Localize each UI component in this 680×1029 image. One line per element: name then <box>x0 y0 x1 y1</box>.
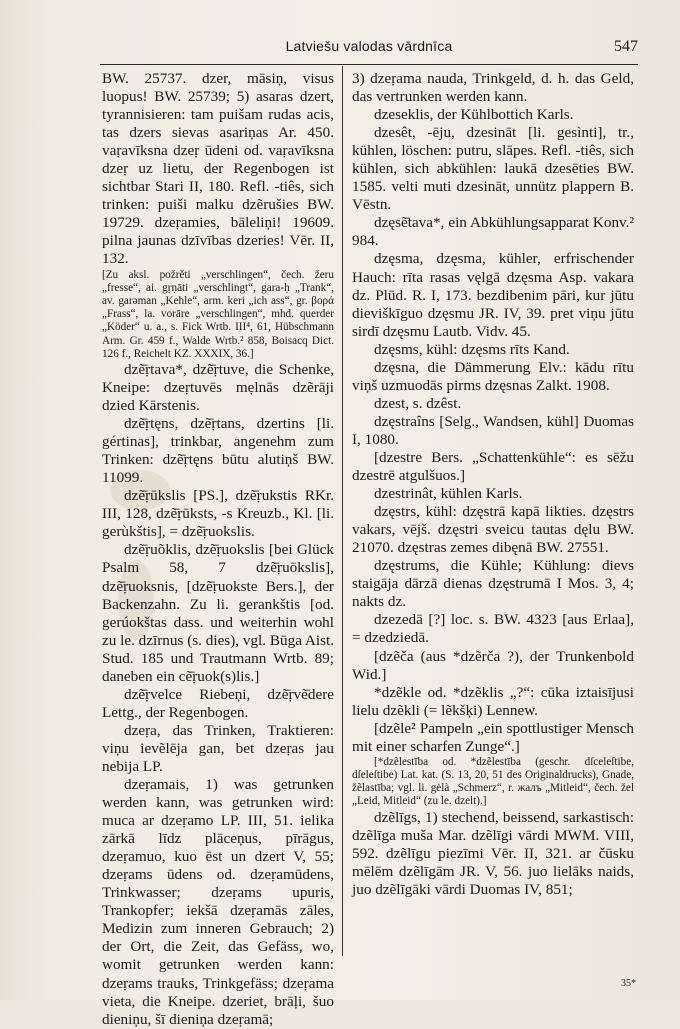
dictionary-entry: dzęstraîns [Selg., Wandsen, kühl] Duomas I, 1080. <box>352 412 634 448</box>
dictionary-entry: [*dzẽlestība od. *dzẽlestība (geschr. dſceleſtibe, dſeleſtibe) Lat. kat. (S. 13, 20, 51 des Originaldrucks), Gnade, žẽlastība; vgl. li. gėlà „Schmerz“, r. жалъ „Mitleid“, čech. žel „Leid, Mitleid“ (zu le. dzelt).] <box>352 755 634 808</box>
dictionary-entry: dzẽ̄ṛtava*, dzẽ̄ṛtuve, die Schenke, Kneipe: dzeṛtuvēs mẹlnās dzẽrāji dzied Kārstenis. <box>102 360 334 415</box>
dictionary-entry: dzeseklis, der Kühlbottich Karls. <box>374 106 574 124</box>
page-number: 547 <box>614 38 638 55</box>
right-column <box>352 70 634 899</box>
running-title: Latviešu valodas vārdnīca <box>285 38 453 54</box>
dictionary-entry: dzest, s. dzêst. <box>374 394 462 412</box>
dictionary-entry: *dzẽkle od. *dzẽklis „?“: cūka iztaisījusi lielu dzẽkli (= lẽkšķi) Lennew. <box>352 683 634 719</box>
header-rule <box>100 64 638 65</box>
dictionary-entry: dzeṛa, das Trinken, Traktieren: viņu ievẽlēja gan, bet dzeṛas jau nebija LP. <box>102 721 334 775</box>
dictionary-entry: dzęsna, die Dämmerung Elv.: kādu rītu viņš uzmuodās pirms dzęsnas Zalkt. 1908. <box>352 358 634 394</box>
page-header <box>100 38 638 60</box>
dictionary-entry: 3) dzeṛama nauda, Trinkgeld, d. h. das Geld, das vertrunken werden kann. <box>352 70 634 106</box>
dictionary-entry: dzẽ̄ṛvelce Riebeņi, dzẽ̄ṛvẽ̄dere Lettg., der Regenbogen. <box>102 685 334 721</box>
dictionary-entry: dzęsma, dzęsma, kühler, erfrischender Hauch: rīta rasas vęlgā dzęsma Asp. vakara dz. Plūd. R. I, 173. bezdibenim pāri, kur jūtu dieviškīguo dzęsmu JR. IV, 39. pret viņu jūtu sirdī dzęsmu Lautb. Vidv. 45. <box>352 250 634 340</box>
left-column <box>102 70 334 1029</box>
dictionary-entry: [dzẽča (aus *dzẽrča ?), der Trunkenbold Wid.] <box>352 647 634 683</box>
dictionary-entry: [dzẽle² Pampeln „ein spottlustiger Mensch mit einer scharfen Zunge“.] <box>352 719 634 755</box>
dictionary-entry: dzẽlīgs, 1) stechend, beissend, sarkastisch: dzẽlīga muša Mar. dzẽlīgi vārdi MWM. VIII, 592. dzẽlīgu piezīmi Vēr. II, 321. ar čūsku mēlēm dzẽlīgām JR. V, 56. juo lielāks naids, juo dzẽlīgāki vārdi Duomas IV, 851; <box>352 808 634 898</box>
dictionary-entry: dzęsẽ̄tava*, ein Abkühlungsapparat Konv.² 984. <box>352 214 634 250</box>
dictionary-entry: dzęsms, kühl: dzęsms rīts Kand. <box>374 340 570 358</box>
dictionary-entry: dzesêt, -ēju, dzesināt [li. gesìnti], tr., kühlen, löschen: putru, slāpes. Refl. -tiês, sich kühlen, sich abkühlen: laukā dzesēties BW. 1585. velti muti dzesināt, unnütz plappern B. Vēstn. <box>352 124 634 214</box>
dictionary-entry: dzezedā [?] loc. s. BW. 4323 [aus Erlaa], = dzedziedā. <box>352 611 634 647</box>
dictionary-entry: dzeṛamais, 1) was getrunken werden kann, was getrunken wird: muca ar dzeṛamo LP. III, 51. ielika zārkā līdz plāceņus, pīrāgus, dzeṛamuo, kuo ēst un dzert V, 55; dzeṛams ūdens od. dzeṛamūdens, Trinkwasser; dzeṛams upuris, Trankopfer; iekšā dzeṛamās zāles, Medizin zum inneren Gebrauch; 2) der Ort, die Zeit, das Gefäss, wo, womit getrunken werden kann: dzeṛams trauks, Trinkgefäss; dzeṛama vieta, die Kneipe. dzeriet, brāļi, šuo dieniņu, šī dieniņa dzeṛamā; <box>102 776 334 1028</box>
dictionary-entry: dzẽ̄ṛūkslis [PS.], dzẽ̄ṛukstis RKr. III, 128, dzẽ̄ṛūksts, -s Kreuzb., Kl. [li. gerùkštis], = dzẽ̄ṛuokslis. <box>102 487 334 541</box>
dictionary-entry: BW. 25737. dzer, māsiņ, visus luopus! BW. 25739; 5) asaras dzert, tyrannisieren: tam puišam rudas acis, tas dzers sievas asariņas Ar. 450. vaṛavīksna dzeṛ ūdeni od. vaṛavīksna dzeṛ uz lietu, der Regenbogen ist sichtbar Stari II, 180. Refl. -tiês, sich trinken: puiši malku dzẽrušies BW. 19729. dzeṛamies, bāleliņi! 19609. pilna jaunas dzīvības dzeries! Vēr. II, 132. <box>102 70 334 268</box>
dictionary-entry: dzęstrums, die Kühle; Kühlung: dievs staigāja dārzā dienas dzęstrumā I Mos. 3, 4; nakts dz. <box>352 557 634 611</box>
column-divider <box>342 66 343 956</box>
dictionary-entry: dzestrinât, kühlen Karls. <box>374 485 523 503</box>
dictionary-entry: dzẽ̄ṛtęns, dzẽ̄ṛtans, dzertins [li. gértinas], trinkbar, angenehm zum Trinken: dzẽ̄ṛtęns būtu alutiņš BW. 11099. <box>102 415 334 487</box>
printer-signature: 35* <box>621 978 636 989</box>
dictionary-entry: dzẽ̄ṛuõklis, dzẽ̄ṛuokslis [bei Glück Psalm 58, 7 dzẽ̄ṛuōkslis], dzẽ̄ṛuoksnis, [dzẽ̄ṛuokste Bers.], der Backenzahn. Zu li. gerankštis [od. gerúokštas dass. und weiterhin wohl zu le. dzīrnus (s. dies), vgl. Būga Aist. Stud. 185 und Trautmann Wrtb. 89; daneben ein cẽ̄ṛuok(s)lis.] <box>102 541 335 685</box>
dictionary-entry: [Zu aksl. požrěti „verschlingen“, čech. žeru „fresse“, ai. gṛṇāti „verschlingt“, gara-ḥ „Trank“, av. garəman „Kehle“, arm. keri „ich ass“, gr. βορά „Frass“, la. vorāre „verschlingen“, mhd. querder „Köder“ u. a., s. Fick Wrtb. III⁴, 61, Hübschmann Arm. Gr. 459 f., Walde Wrtb.² 858, Boisacq Dict. 126 f., Reichelt KZ. XXXIX, 36.] <box>102 268 334 360</box>
dictionary-entry: [dzestre Bers. „Schattenkühle“: es sēžu dzestrē atgulšuos.] <box>352 448 634 485</box>
dictionary-entry: dzęstrs, kühl: dzęstrā kapā likties. dzęstrs vakars, vējš. dzęstri sveicu tautas dęlu BW. 21070. dzęstras zemes dibęnā BW. 27551. <box>352 503 634 557</box>
